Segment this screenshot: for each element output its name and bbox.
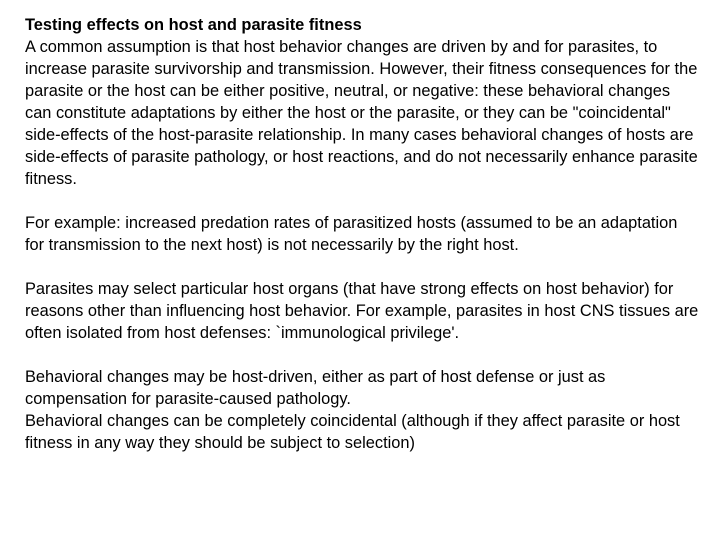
text-block [25,14,700,454]
paragraph-organs: Parasites may select particular host organs (that have strong effects on host behavior) for reasons other than influencing host behavior. For example, parasites in host CNS tissues are often isolated from host defenses: `immunological privilege'. [25,280,699,342]
slide-title: Testing effects on host and parasite fitness [25,16,362,34]
paragraph-example: For example: increased predation rates of parasitized hosts (assumed to be an adaptation for transmission to the next host) is not necessarily by the right host. [25,214,678,254]
paragraph-coincidental: Behavioral changes can be completely coincidental (although if they affect parasite or host fitness in any way they should be subject to selection) [25,412,680,452]
paragraph-host-driven: Behavioral changes may be host-driven, either as part of host defense or just as compensation for parasite-caused pathology. [25,368,606,408]
paragraph-assumption: A common assumption is that host behavior changes are driven by and for parasites, to increase parasite survivorship and transmission. However, their fitness consequences for the parasite or the host can be either positive, neutral, or negative: these behavioral changes can constitute adaptations by either the host or the parasite, or they can be "coincidental" side-effects of the host-parasite relationship. In many cases behavioral changes of hosts are side-effects of parasite pathology, or host reactions, and do not necessarily enhance parasite fitness. [25,38,698,188]
